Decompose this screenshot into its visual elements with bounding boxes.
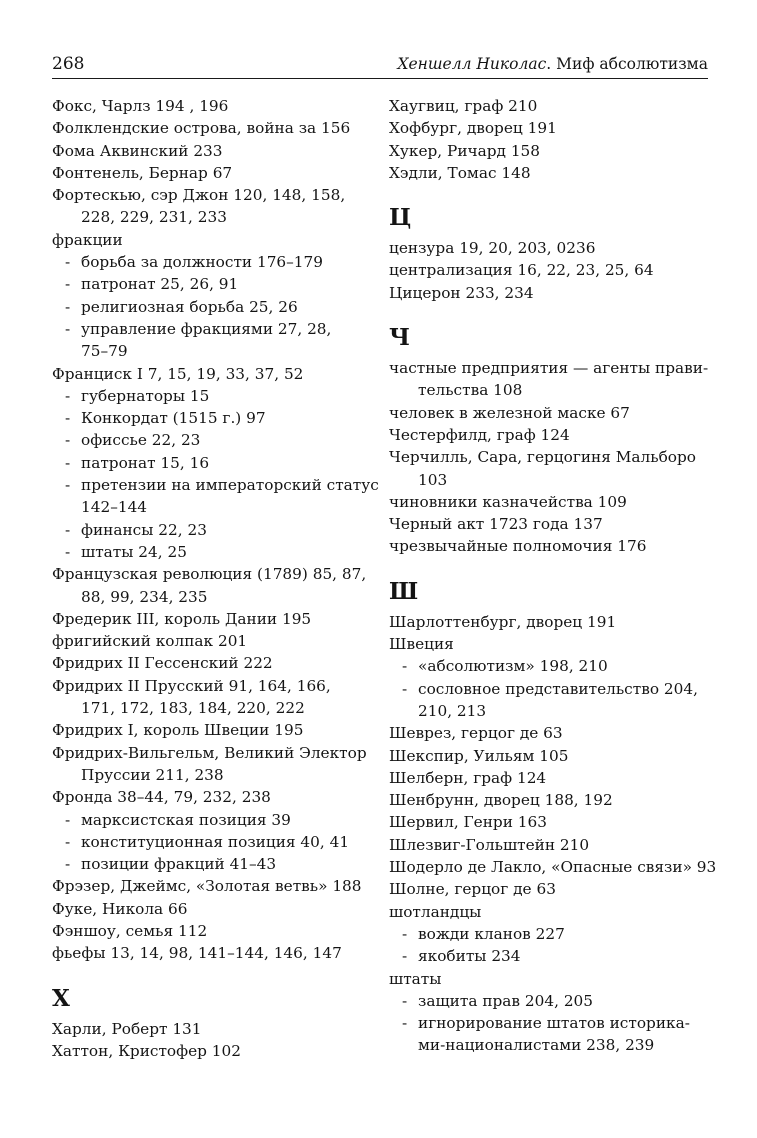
- index-subentry-continuation: ми-националистами 238, 239: [418, 1036, 655, 1055]
- index-entry: Фридрих II Прусский 91, 164, 166,: [52, 676, 331, 695]
- index-entry: Фонтенель, Бернар 67: [52, 163, 233, 182]
- index-subentry: - позиции фракций 41–43: [52, 853, 372, 875]
- index-entry: Фридрих I, король Швеции 195: [52, 721, 304, 740]
- index-entry: Шарлоттенбург, дворец 191: [389, 612, 617, 631]
- running-title: [397, 53, 708, 75]
- index-entry: Шекспир, Уильям 105: [389, 746, 569, 765]
- index-entry: Черный акт 1723 года 137: [389, 515, 603, 534]
- index-subentry: - офиссье 22, 23: [52, 429, 372, 451]
- book-title: Миф абсолютизма: [556, 55, 708, 73]
- index-subentry: - «абсолютизм» 198, 210: [389, 655, 709, 677]
- index-entry-continuation: 88, 99, 234, 235: [81, 587, 208, 606]
- index-entry: Шеврез, герцог де 63: [389, 724, 563, 743]
- index-entry-continuation: 228, 229, 231, 233: [81, 208, 227, 227]
- index-entry: Шенбрунн, дворец 188, 192: [389, 791, 613, 810]
- index-entry: Цицерон 233, 234: [389, 283, 534, 302]
- index-subentry: - защита прав 204, 205: [389, 990, 709, 1012]
- index-entry-continuation: Пруссии 211, 238: [81, 765, 224, 784]
- index-entry: фракции: [52, 230, 123, 249]
- index-subentry: - религиозная борьба 25, 26: [52, 296, 372, 318]
- index-entry: Фронда 38–44, 79, 232, 238: [52, 788, 271, 807]
- section-letter-heading: Х: [52, 984, 70, 1012]
- index-entry: чрезвычайные полномочия 176: [389, 537, 647, 556]
- index-entry: Фредерик III, король Дании 195: [52, 609, 312, 628]
- index-subentry: - игнорирование штатов историка-: [389, 1012, 709, 1034]
- section-letter-heading: Ч: [389, 324, 411, 352]
- index-subentry: - вожди кланов 227: [389, 923, 709, 945]
- index-entry: Честерфилд, граф 124: [389, 425, 570, 444]
- index-entry: Хэдли, Томас 148: [389, 163, 531, 182]
- index-entry: Швеция: [389, 635, 454, 654]
- index-entry: Фокс, Чарлз 194 , 196: [52, 97, 229, 115]
- index-subentry: - конституционная позиция 40, 41: [52, 831, 372, 853]
- index-entry-continuation: 171, 172, 183, 184, 220, 222: [81, 699, 305, 718]
- index-subentry-continuation: 142–144: [81, 498, 148, 517]
- index-entry: Фридрих II Гессенский 222: [52, 654, 273, 673]
- index-entry: Хукер, Ричард 158: [389, 141, 541, 160]
- index-entry: Шолне, герцог де 63: [389, 880, 556, 899]
- index-entry: Франциск I 7, 15, 19, 33, 37, 52: [52, 364, 304, 383]
- index-subentry: - губернаторы 15: [52, 385, 372, 407]
- index-entry-continuation: тельства 108: [418, 381, 523, 400]
- index-subentry: - якобиты 234: [389, 945, 709, 967]
- index-entry: фьефы 13, 14, 98, 141–144, 146, 147: [52, 944, 342, 963]
- index-entry: Хаугвиц, граф 210: [389, 97, 538, 115]
- index-entry: Шлезвиг-Гольштейн 210: [389, 835, 590, 854]
- index-subentry: - сословное представительство 204,: [389, 678, 709, 700]
- index-subentry: - Конкордат (1515 г.) 97: [52, 407, 372, 429]
- running-header: [52, 52, 708, 79]
- page-number: 268: [52, 54, 85, 74]
- index-subentry: - марксистская позиция 39: [52, 809, 372, 831]
- index-column-right: [389, 95, 717, 1057]
- index-entry: централизация 16, 22, 23, 25, 64: [389, 261, 654, 280]
- index-entry: Шервил, Генри 163: [389, 813, 547, 832]
- index-subentry: - патронат 15, 16: [52, 452, 372, 474]
- book-author: Хеншелл Николас: [397, 55, 547, 73]
- index-entry: Французская революция (1789) 85, 87,: [52, 565, 367, 584]
- index-entry: шотландцы: [389, 902, 482, 921]
- index-entry: Фэншоу, семья 112: [52, 921, 208, 940]
- index-entry: Хаттон, Кристофер 102: [52, 1041, 242, 1060]
- index-subentry: - финансы 22, 23: [52, 519, 372, 541]
- index-subentry: - патронат 25, 26, 91: [52, 273, 372, 295]
- index-entry: человек в железной маске 67: [389, 403, 630, 422]
- index-entry: фригийский колпак 201: [52, 632, 248, 651]
- index-column-left: [52, 95, 379, 1062]
- index-entry: Фома Аквинский 233: [52, 141, 223, 160]
- index-entry: частные предприятия — агенты прави-: [389, 359, 709, 378]
- index-entry-continuation: 103: [418, 470, 448, 489]
- index-subentry-continuation: 210, 213: [418, 701, 487, 720]
- index-subentry: - претензии на императорский статус: [52, 474, 372, 496]
- section-letter-heading: Ц: [389, 204, 412, 232]
- index-subentry: - борьба за должности 176–179: [52, 251, 372, 273]
- section-letter-heading: Ш: [389, 577, 419, 605]
- index-entry: Фортескью, сэр Джон 120, 148, 158,: [52, 186, 346, 205]
- index-entry: Фридрих-Вильгельм, Великий Электор: [52, 743, 367, 762]
- title-separator: .: [546, 55, 557, 73]
- index-entry: Харли, Роберт 131: [52, 1019, 202, 1038]
- index-entry: Хофбург, дворец 191: [389, 119, 557, 138]
- index-entry: Шодерло де Лакло, «Опасные связи» 93: [389, 858, 717, 877]
- index-subentry: - штаты 24, 25: [52, 541, 372, 563]
- index-entry: штаты: [389, 969, 442, 988]
- index-entry: чиновники казначейства 109: [389, 492, 627, 511]
- index-subentry-continuation: 75–79: [81, 342, 128, 361]
- index-entry: Черчилль, Сара, герцогиня Мальборо: [389, 448, 696, 467]
- index-entry: Шелберн, граф 124: [389, 768, 547, 787]
- index-entry: Фолклендские острова, война за 156: [52, 119, 351, 138]
- index-entry: цензура 19, 20, 203, 0236: [389, 239, 596, 258]
- index-entry: Фуке, Никола 66: [52, 899, 188, 918]
- index-entry: Фрэзер, Джеймс, «Золотая ветвь» 188: [52, 877, 362, 896]
- index-subentry: - управление фракциями 27, 28,: [52, 318, 372, 340]
